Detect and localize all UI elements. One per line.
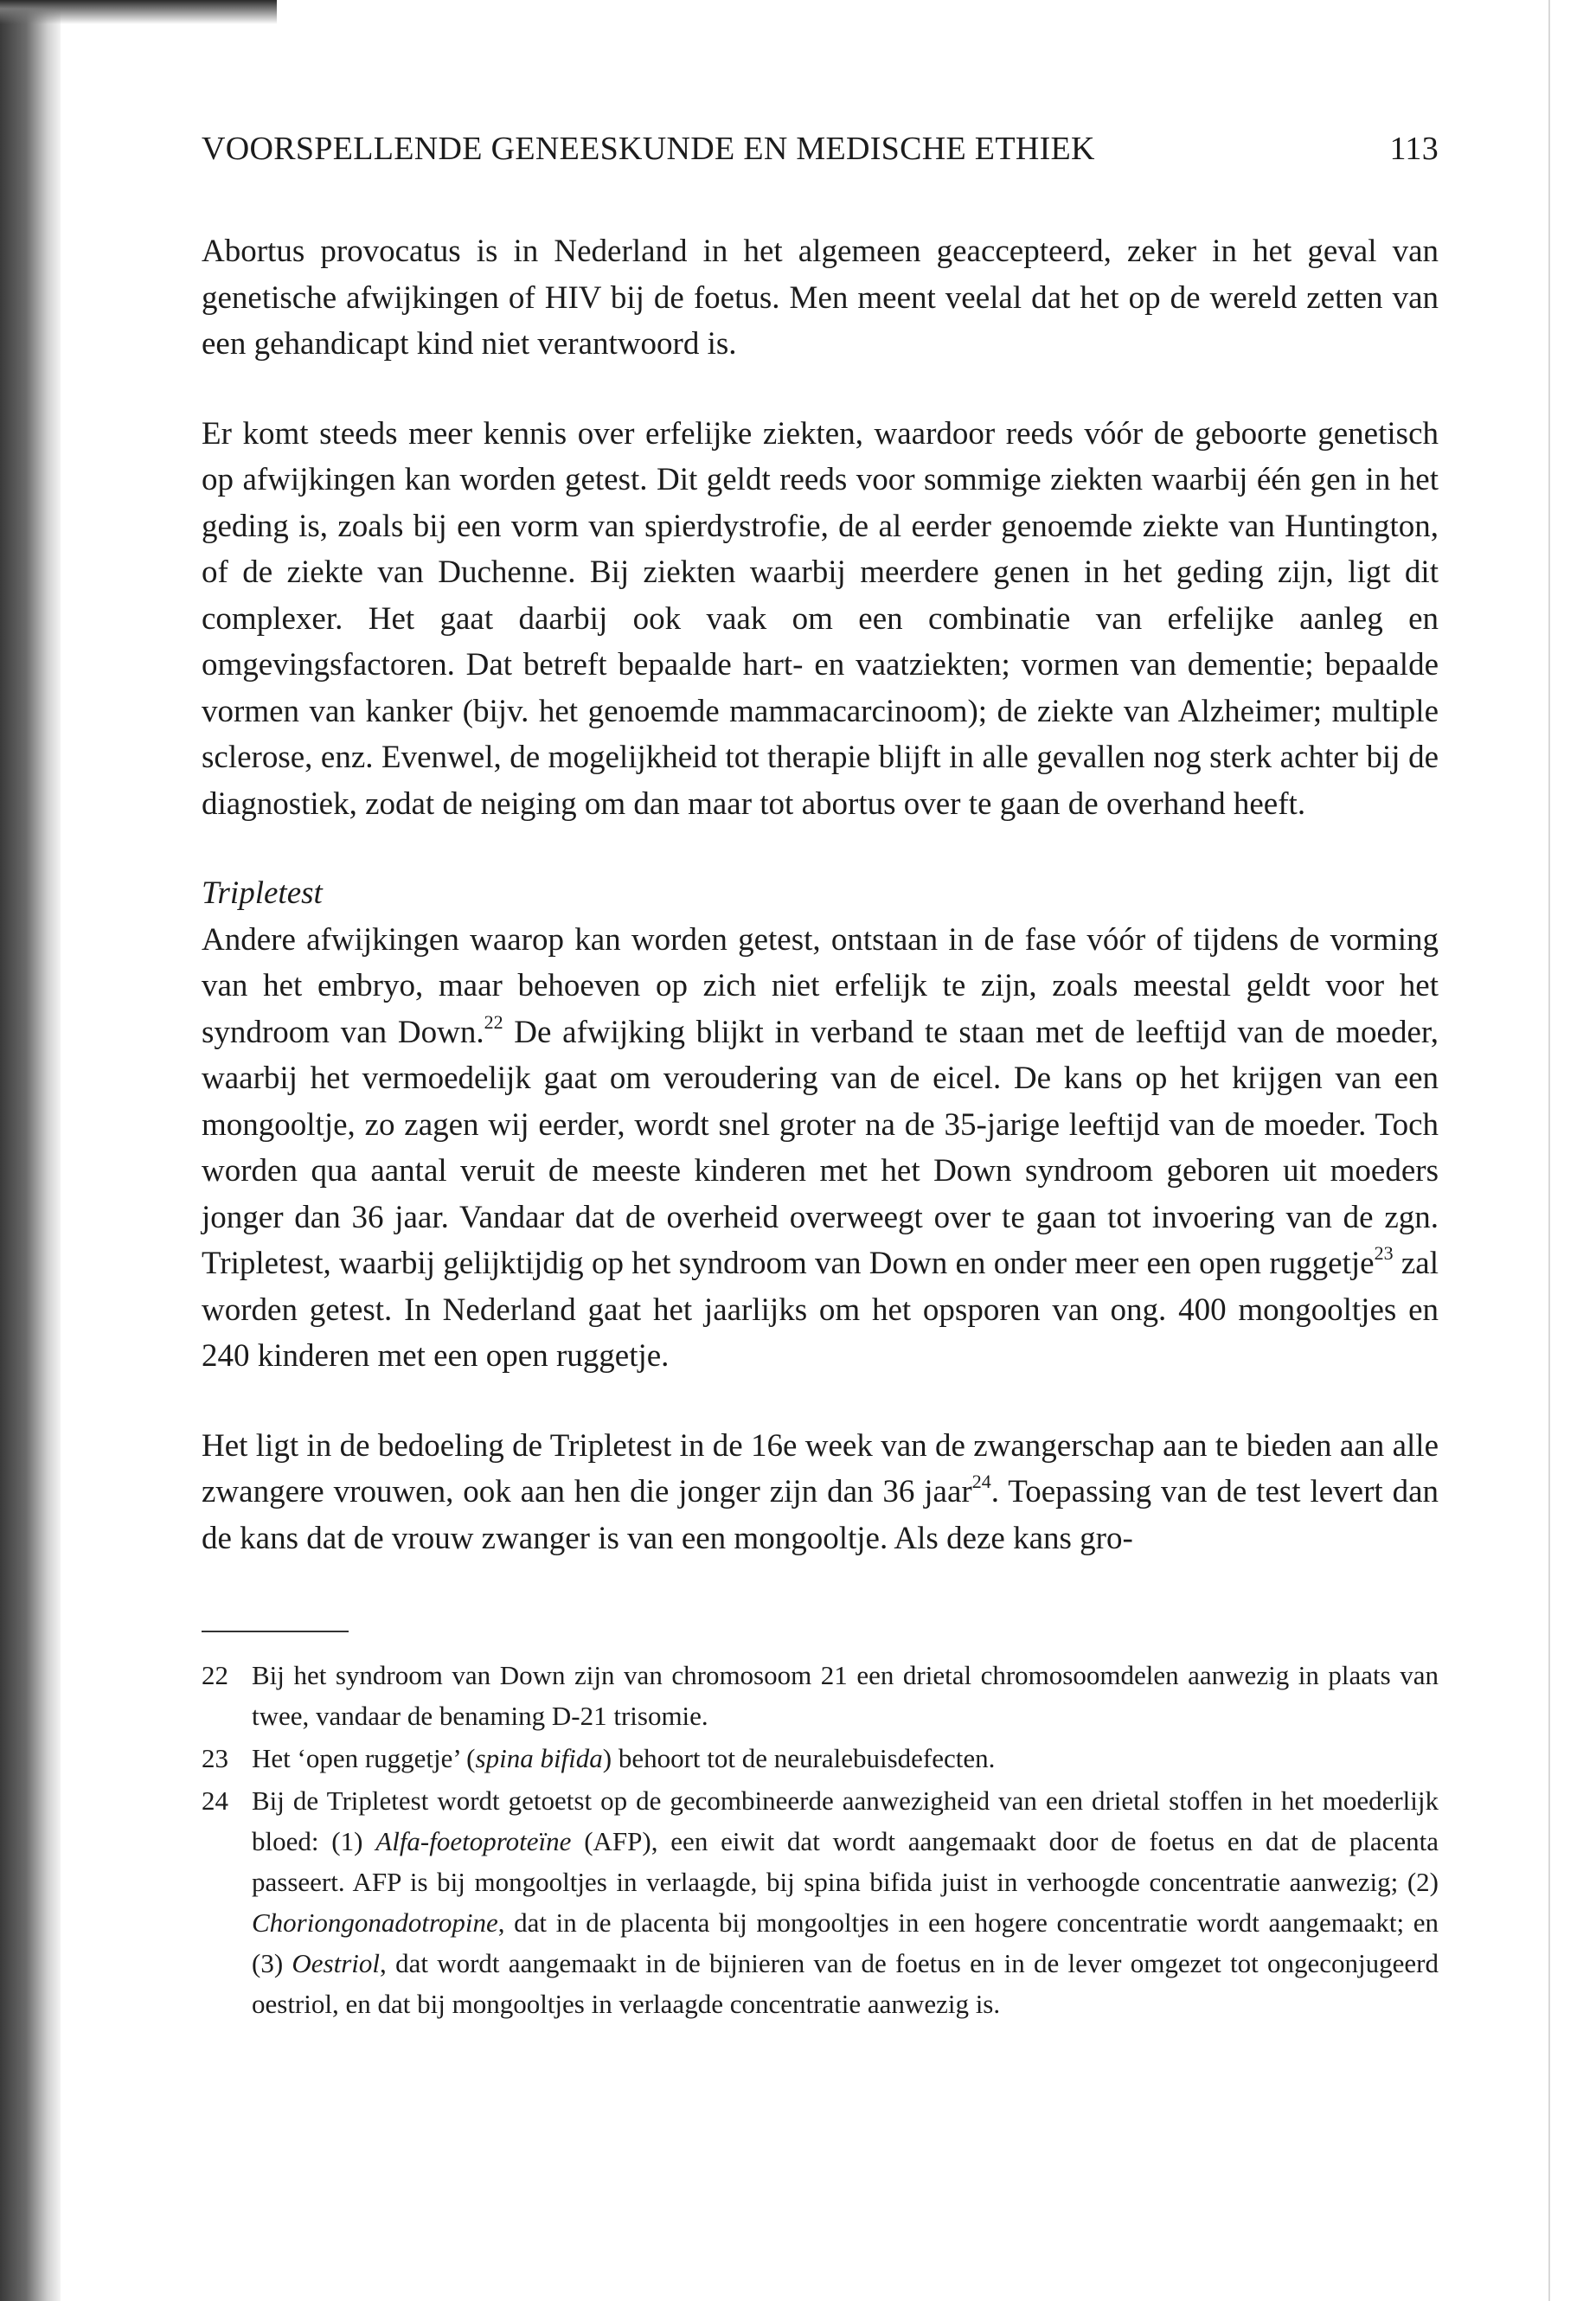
footnote-text-part: Het ‘open ruggetje’ ( (252, 1743, 476, 1773)
paragraph-text: zal worden getest. In Nederland gaat het jaarlijks om het opsporen van ong. 400 mongooltjes en 240 kinderen met een open ruggetje. (202, 1246, 1439, 1374)
page-corner-shadow (0, 0, 277, 26)
footnote-text (252, 1738, 1439, 1779)
footnote-text-part: ) behoort tot de neuralebuisdefecten. (602, 1743, 996, 1773)
footnote-term: Choriongonadotropine (252, 1907, 498, 1938)
footnote-24 (202, 1780, 1439, 2024)
paragraph-16e-week (202, 1423, 1439, 1562)
paragraph-abortus: Abortus provocatus is in Nederland in het algemeen geaccepteerd, zeker in het geval van genetische afwijkingen of HIV bij de foetus. Men meent veelal dat het op de wereld zetten van een gehandicapt kind niet verantwoord is. (202, 234, 1439, 362)
page-number: 113 (1389, 131, 1439, 167)
paragraph-text: Het ligt in de bedoeling de Tripletest in de 16e week van de zwangerschap aan te bieden aan alle zwangere vrouwen, ook aan hen die jonger zijn dan 36 jaar (202, 1427, 1439, 1509)
footnote-text: Bij het syndroom van Down zijn van chromosoom 21 een drietal chromosoomdelen aanwezig in plaats van twee, vandaar de benaming D-21 trisomie. (252, 1660, 1439, 1731)
footnote-term: Alfa-foetoproteïne (375, 1826, 572, 1856)
footnote-text (252, 1780, 1439, 2024)
footnote-ref-22[interactable]: 22 (484, 1010, 503, 1033)
page-fold-line (1548, 0, 1550, 2301)
footnote-22 (202, 1655, 1439, 1736)
paragraph-text: . Toepassing van de test levert dan de kans dat de vrouw zwanger is van een mongooltje. Als deze kans gro- (202, 1474, 1439, 1556)
paragraph-tripletest (202, 917, 1439, 1380)
footnote-ref-24[interactable]: 24 (971, 1471, 991, 1492)
footnote-number: 24 (202, 1785, 228, 1816)
footnote-term: Oestriol (292, 1948, 381, 1978)
running-head-title: VOORSPELLENDE GENEESKUNDE EN MEDISCHE ETHIEK (202, 131, 1095, 167)
footnote-text-part: , dat in de placenta bij mongooltjes in een hogere concentratie wordt aangemaakt; en (3) (252, 1907, 1439, 1978)
paragraph-text: De afwijking blijkt in verband te staan met de leeftijd van de moeder, waarbij het vermoedelijk gaat om veroudering van de eicel. De kans op het krijgen van een mongooltje, zo zagen wij eerder, wordt snel groter na de 35-jarige leeftijd van de moeder. Toch worden qua aantal veruit de meeste kinderen met het Down syndroom geboren uit moeders jonger dan 36 jaar. Vandaar dat de overheid overweegt over te gaan tot invoering van de zgn. Tripletest, waarbij gelijktijdig op het syndroom van Down en onder meer een open ruggetje (202, 1014, 1439, 1281)
footnote-text-part: Bij de Tripletest wordt getoetst op de gecombineerde aanwezigheid van een drietal stoffen in het moederlijk bloed: (1) (252, 1785, 1439, 1856)
footnote-term: spina bifida (475, 1743, 603, 1773)
running-head (202, 130, 1439, 168)
footnote-text-part: (AFP), een eiwit dat wordt aangemaakt door de foetus en dat de placenta passeert. AFP is bij mongooltjes in verlaagde, bij spina bifida juist in verhoogde concentratie aanwezig; (2) (252, 1826, 1439, 1897)
footnote-ref-23[interactable]: 23 (1374, 1242, 1394, 1264)
book-page (202, 130, 1439, 2026)
page-edge-shadow (0, 0, 61, 2301)
footnote-23 (202, 1738, 1439, 1779)
footnote-number: 23 (202, 1743, 228, 1773)
footnote-text-part: , dat wordt aangemaakt in de bijnieren van de foetus en in de lever omgezet tot ongeconjugeerd oestriol, en dat bij mongooltjes in verlaagde concentratie aanwezig is. (252, 1948, 1439, 2019)
paragraph-text: Andere afwijkingen waarop kan worden getest, ontstaan in de fase vóór of tijdens de vorming van het embryo, maar behoeven op zich niet erfelijk te zijn, zoals meestal geldt voor het syndroom van Down. (202, 921, 1439, 1050)
footnote-number: 22 (202, 1660, 228, 1690)
paragraph-erfelijke-ziekten: Er komt steeds meer kennis over erfelijke ziekten, waardoor reeds vóór de geboorte genetisch op afwijkingen kan worden getest. Dit geldt reeds voor sommige ziekten waarbij één gen in het geding is, zoals bij een vorm van spierdystrofie, de al eerder genoemde ziekte van Huntington, of de ziekte van Duchenne. Bij ziekten waarbij meerdere genen in het geding zijn, ligt dit complexer. Het gaat daarbij ook vaak om een combinatie van erfelijke aanleg en omgevingsfactoren. Dat betreft bepaalde hart- en vaatziekten; vormen van dementie; bepaalde vormen van kanker (bijv. het genoemde mammacarcinoom); de ziekte van Alzheimer; multiple sclerose, enz. Evenwel, de mogelijkheid tot therapie blijft in alle gevallen nog sterk achter bij de diagnostiek, zodat de neiging om dan maar tot abortus over te gaan de overhand heeft. (202, 415, 1439, 822)
section-title-tripletest: Tripletest (202, 875, 323, 911)
footnote-divider (202, 1631, 349, 1632)
